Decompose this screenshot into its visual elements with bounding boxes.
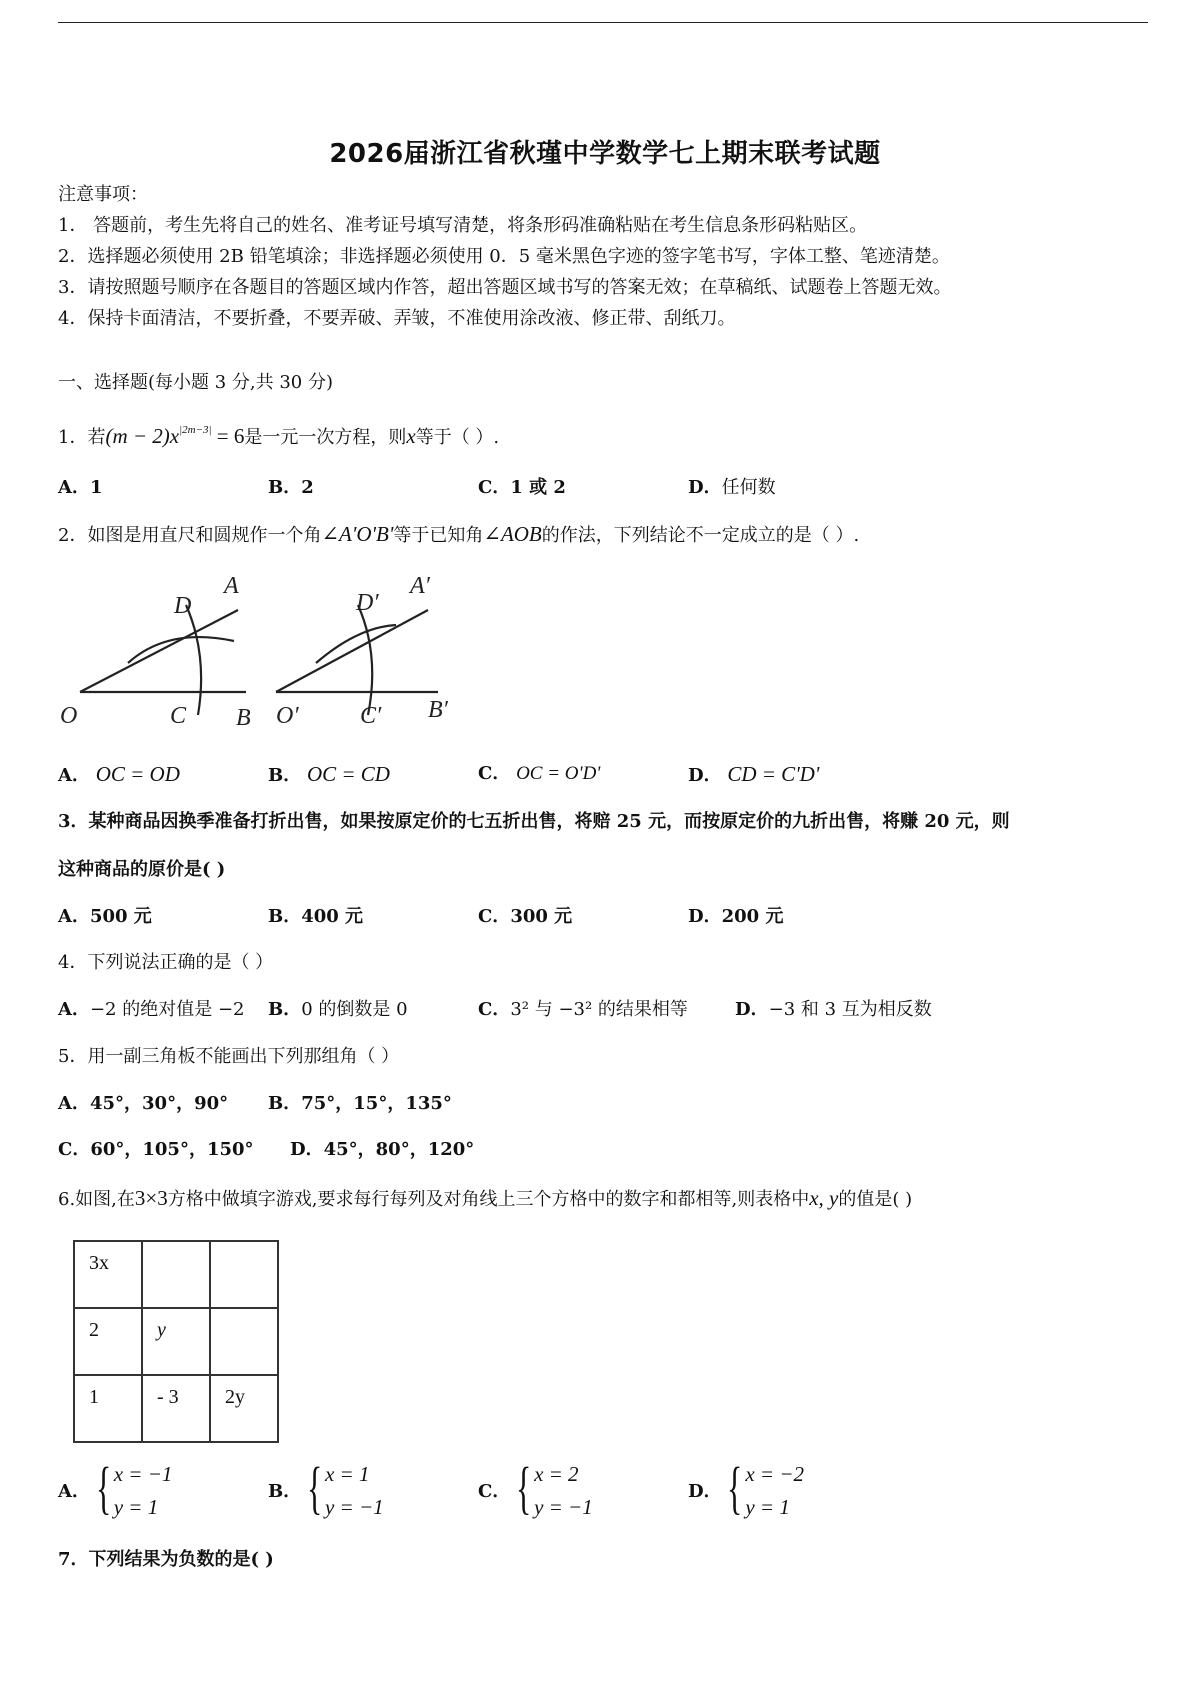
grid-cell: 2y	[210, 1375, 278, 1442]
q1-var: x	[406, 424, 416, 448]
notice-item-2: 2．选择题必须使用 2B 铅笔填涂；非选择题必须使用 0．5 毫米黑色字迹的签字笔书写，字体工整、笔迹清楚。	[58, 246, 950, 267]
grid-cell	[210, 1241, 278, 1308]
q2-option-a[interactable]: A． OC = OD	[58, 762, 180, 786]
q3-option-b[interactable]: B．400 元	[268, 906, 364, 927]
q2-option-c[interactable]: C． OC = O'D'	[478, 763, 601, 784]
question-4: 4．下列说法正确的是（ ）	[58, 952, 274, 973]
q2-figure	[58, 565, 478, 735]
q5-option-a[interactable]: A．45°，30°，90°	[58, 1093, 229, 1114]
q4-option-c[interactable]: C．3² 与 −3² 的结果相等	[478, 999, 688, 1020]
notice-heading: 注意事项：	[58, 184, 148, 205]
notice-item-4: 4．保持卡面清洁，不要折叠，不要弄破、弄皱，不准使用涂改液、修正带、刮纸刀。	[58, 308, 736, 329]
q6-option-c[interactable]: C． { x = 2 y = −1	[478, 1455, 593, 1520]
question-6	[58, 1186, 912, 1212]
q1-expr-rhs: = 6	[211, 424, 245, 448]
left-label-c: C	[170, 703, 187, 729]
q2-suffix: 的作法，下列结论不一定成立的是（ ）.	[541, 525, 860, 546]
notice-item-1: 1． 答题前，考生先将自己的姓名、准考证号填写清楚，将条形码准确粘贴在考生信息条形码粘贴区。	[58, 215, 868, 236]
q3-option-c[interactable]: C．300 元	[478, 906, 573, 927]
q2-option-b[interactable]: B． OC = CD	[268, 762, 390, 786]
q1-option-c[interactable]: C．1 或 2	[478, 477, 566, 498]
q1-prefix: 1．若	[58, 427, 106, 448]
q4-option-a[interactable]: A．−2 的绝对值是 −2	[58, 999, 245, 1020]
notice-item-3: 3．请按照题号顺序在各题目的答题区域内作答，超出答题区域书写的答案无效；在草稿纸、试题卷上答题无效。	[58, 277, 952, 298]
q6-prefix: 6.如图,在	[58, 1189, 135, 1210]
q2-mid: 等于已知角	[393, 525, 484, 546]
q5-option-c[interactable]: C．60°，105°，150°	[58, 1139, 254, 1160]
q6-mid: 方格中做填字游戏,要求每行每列及对角线上三个方格中的数字和都相等,则表格中	[167, 1189, 810, 1210]
question-1	[58, 418, 499, 450]
q1-suffix-a: 是一元一次方程，则	[244, 427, 407, 448]
q1-option-d[interactable]: D．任何数	[688, 477, 776, 498]
q2-option-d[interactable]: D． CD = C'D'	[688, 762, 820, 786]
q4-option-b[interactable]: B．0 的倒数是 0	[268, 999, 408, 1020]
q6-suffix: 的值是( )	[838, 1189, 913, 1210]
grid-cell: 1	[74, 1375, 142, 1442]
section-heading: 一、选择题(每小题 3 分,共 30 分)	[58, 372, 334, 393]
grid-cell: - 3	[142, 1375, 210, 1442]
q5-option-d[interactable]: D．45°，80°，120°	[290, 1139, 475, 1160]
q5-option-b[interactable]: B．75°，15°，135°	[268, 1093, 452, 1114]
q1-option-a[interactable]: A．1	[58, 477, 103, 498]
q6-vars: x, y	[809, 1186, 839, 1210]
grid-row	[74, 1375, 278, 1442]
page-title: 2026届浙江省秋瑾中学数学七上期末联考试题	[329, 139, 881, 169]
q1-expr-exp: |2m−3|	[179, 424, 212, 436]
right-label-d: D′	[356, 590, 379, 616]
q2-angle-1: ∠A'O'B'	[321, 522, 394, 546]
grid-row	[74, 1308, 278, 1375]
grid-cell: 2	[74, 1308, 142, 1375]
question-5: 5．用一副三角板不能画出下列那组角（ ）	[58, 1046, 400, 1067]
q6-option-a[interactable]: A． { x = −1 y = 1	[58, 1455, 173, 1520]
grid-row	[74, 1241, 278, 1308]
q3-option-d[interactable]: D．200 元	[688, 906, 784, 927]
question-3-line-1: 3．某种商品因换季准备打折出售，如果按原定价的七五折出售，将赔 25 元，而按原定价的九折出售，将赚 20 元，则	[58, 811, 1010, 832]
left-figure	[80, 605, 246, 715]
right-figure	[276, 605, 438, 715]
q1-suffix-b: 等于（ ）.	[415, 427, 500, 448]
q6-grid-size: 3×3	[134, 1186, 168, 1210]
right-label-b: B′	[428, 697, 448, 723]
question-2	[58, 522, 859, 548]
q1-option-b[interactable]: B．2	[268, 477, 314, 498]
left-ray-oa	[80, 610, 238, 692]
grid-cell	[142, 1241, 210, 1308]
q6-grid	[73, 1240, 279, 1443]
header-rule	[58, 22, 1148, 23]
left-label-a: A	[224, 573, 239, 599]
right-label-c: C′	[360, 703, 382, 729]
grid-cell: 3x	[74, 1241, 142, 1308]
left-label-o: O	[60, 703, 78, 729]
grid-cell: y	[142, 1308, 210, 1375]
q3-option-a[interactable]: A．500 元	[58, 906, 152, 927]
grid-cell	[210, 1308, 278, 1375]
right-arc-small	[316, 625, 396, 663]
right-label-o: O′	[276, 703, 299, 729]
right-arc-large	[358, 605, 372, 715]
question-7: 7．下列结果为负数的是( )	[58, 1549, 274, 1570]
q2-prefix: 2．如图是用直尺和圆规作一个角	[58, 525, 322, 546]
right-ray-oa	[276, 610, 428, 692]
q1-expr-base: (m − 2)x	[105, 424, 180, 448]
q6-option-b[interactable]: B． { x = 1 y = −1	[268, 1455, 384, 1520]
left-label-d: D	[174, 593, 192, 619]
left-label-b: B	[236, 705, 251, 731]
q2-angle-2: ∠AOB	[483, 522, 542, 546]
q4-option-d[interactable]: D．−3 和 3 互为相反数	[735, 999, 932, 1020]
right-label-a: A′	[410, 573, 430, 599]
q6-option-d[interactable]: D． { x = −2 y = 1	[688, 1455, 805, 1520]
left-arc-large	[186, 605, 201, 715]
question-3-line-2: 这种商品的原价是( )	[58, 859, 226, 880]
